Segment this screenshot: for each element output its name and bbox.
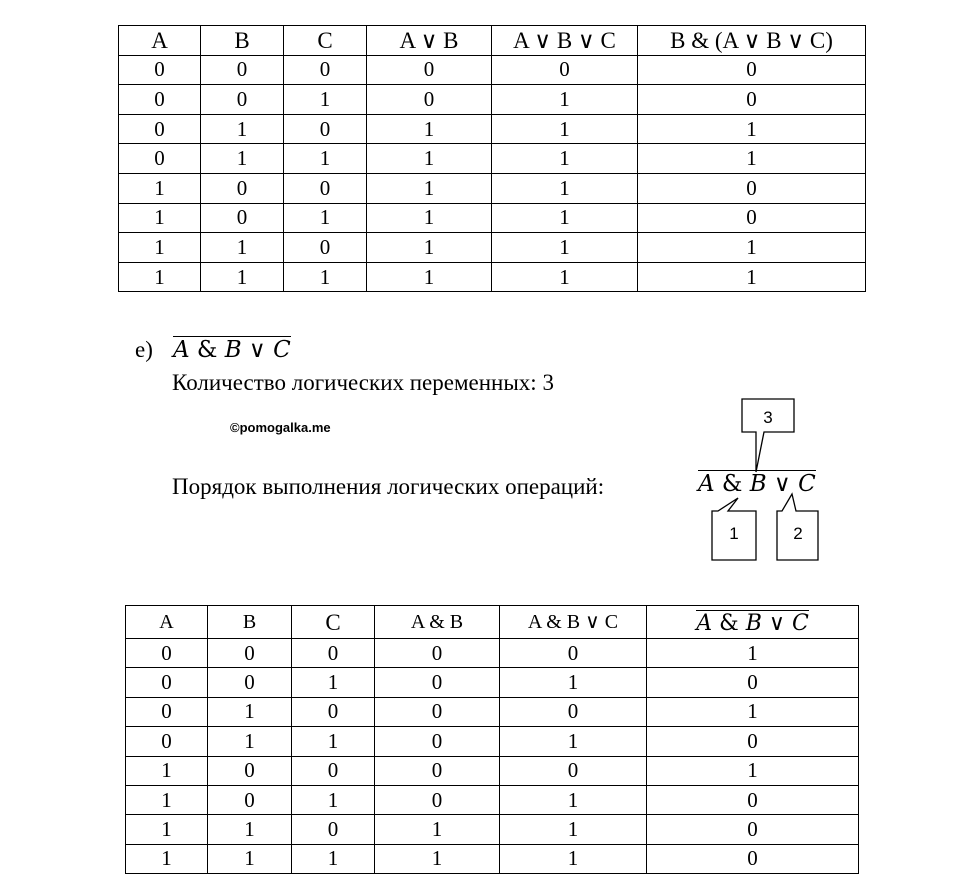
table-cell: 0 — [119, 114, 201, 144]
expression-overlined: A & B ∨ C — [173, 337, 291, 363]
table-header-row — [126, 606, 859, 639]
table-cell: 1 — [638, 144, 866, 174]
table-cell: 1 — [126, 756, 208, 785]
table-cell: 0 — [367, 55, 492, 85]
table-cell: 0 — [201, 173, 284, 203]
table-cell: 0 — [284, 114, 367, 144]
table-cell: 0 — [375, 639, 500, 668]
table-cell: 1 — [492, 85, 638, 115]
table-cell: 1 — [201, 262, 284, 292]
table-cell: 1 — [375, 815, 500, 844]
operation-order-text: Порядок выполнения логических операций: — [172, 474, 605, 499]
table-cell: 0 — [367, 85, 492, 115]
callout-2-label: 2 — [793, 524, 803, 543]
table-cell: 1 — [367, 144, 492, 174]
table-cell: 0 — [208, 668, 292, 697]
table-cell: 1 — [292, 668, 375, 697]
item-letter: е) — [135, 337, 153, 362]
table-cell: 1 — [208, 815, 292, 844]
table-cell: 0 — [284, 233, 367, 263]
header-cell: C — [284, 26, 367, 56]
table-cell: 0 — [500, 639, 647, 668]
table-row — [119, 203, 866, 233]
truth-table-1 — [118, 25, 866, 292]
table-row — [126, 844, 859, 873]
header-cell: A ∨ B ∨ C — [492, 26, 638, 56]
table-cell: 1 — [119, 203, 201, 233]
table-cell: 0 — [638, 85, 866, 115]
table-cell: 0 — [647, 785, 859, 814]
table-header-row — [119, 26, 866, 56]
watermark: ©pomogalka.me — [230, 420, 331, 435]
table-cell: 1 — [367, 262, 492, 292]
table-cell: 0 — [492, 55, 638, 85]
table-cell: 1 — [119, 262, 201, 292]
table-row — [126, 756, 859, 785]
table-cell: 0 — [375, 727, 500, 756]
table-cell: 1 — [492, 144, 638, 174]
table-cell: 1 — [492, 173, 638, 203]
table-cell: 0 — [647, 668, 859, 697]
table-cell: 1 — [292, 844, 375, 873]
table-cell: 1 — [284, 203, 367, 233]
table-cell: 0 — [119, 85, 201, 115]
table-cell: 0 — [119, 55, 201, 85]
table-cell: 0 — [201, 55, 284, 85]
table-cell: 0 — [638, 173, 866, 203]
table-cell: 1 — [284, 85, 367, 115]
table-cell: 1 — [500, 844, 647, 873]
truth-table-2 — [125, 605, 859, 874]
table-cell: 0 — [126, 727, 208, 756]
table-cell: 1 — [126, 815, 208, 844]
callout-3-label: 3 — [763, 408, 773, 427]
header-cell: B — [208, 606, 292, 639]
table-cell: 0 — [500, 756, 647, 785]
operation-order-expression — [698, 470, 816, 497]
table-row — [126, 815, 859, 844]
table-cell: 0 — [638, 203, 866, 233]
table-cell: 1 — [500, 785, 647, 814]
table-cell: 1 — [638, 233, 866, 263]
table-row — [119, 114, 866, 144]
table-cell: 0 — [292, 815, 375, 844]
table-cell: 0 — [208, 639, 292, 668]
table-cell: 1 — [126, 844, 208, 873]
table-cell: 1 — [375, 844, 500, 873]
table-cell: 0 — [292, 639, 375, 668]
table-cell: 1 — [119, 233, 201, 263]
table-cell: 1 — [367, 173, 492, 203]
header-cell: A & B ∨ C — [500, 606, 647, 639]
table-row — [119, 144, 866, 174]
table-row — [119, 173, 866, 203]
table-cell: 1 — [492, 203, 638, 233]
table-row — [126, 785, 859, 814]
header-cell-negation — [647, 606, 859, 639]
table-cell: 1 — [208, 727, 292, 756]
table-cell: 0 — [375, 697, 500, 726]
table-cell: 0 — [638, 55, 866, 85]
table-cell: 0 — [284, 173, 367, 203]
table-cell: 0 — [647, 727, 859, 756]
table-cell: 1 — [208, 844, 292, 873]
table-row — [119, 55, 866, 85]
table-cell: 1 — [492, 233, 638, 263]
table-cell: 1 — [500, 815, 647, 844]
table-cell: 1 — [647, 697, 859, 726]
table-cell: 1 — [284, 144, 367, 174]
expression-overlined: A & B ∨ C — [698, 471, 816, 497]
table-cell: 1 — [367, 114, 492, 144]
header-cell: B & (A ∨ B ∨ C) — [638, 26, 866, 56]
table-cell: 0 — [201, 85, 284, 115]
table-cell: 1 — [638, 114, 866, 144]
table-cell: 0 — [500, 697, 647, 726]
expression-overlined: A & B ∨ C — [696, 610, 809, 636]
table-cell: 0 — [375, 785, 500, 814]
item-e-heading — [135, 336, 291, 363]
table-row — [119, 233, 866, 263]
table-cell: 0 — [284, 55, 367, 85]
header-cell: A — [126, 606, 208, 639]
header-cell: A ∨ B — [367, 26, 492, 56]
table-cell: 1 — [292, 727, 375, 756]
table-row — [119, 262, 866, 292]
variable-count-text: Количество логических переменных: 3 — [172, 370, 554, 395]
table-cell: 1 — [647, 639, 859, 668]
table-cell: 1 — [492, 114, 638, 144]
callout-1-label: 1 — [729, 524, 739, 543]
table-row — [126, 639, 859, 668]
table-cell: 1 — [647, 756, 859, 785]
table-cell: 0 — [126, 668, 208, 697]
table-cell: 1 — [201, 144, 284, 174]
table-row — [119, 85, 866, 115]
table-row — [126, 668, 859, 697]
table-cell: 1 — [367, 233, 492, 263]
table-cell: 0 — [292, 756, 375, 785]
table-cell: 0 — [126, 639, 208, 668]
table-cell: 0 — [375, 668, 500, 697]
table-cell: 1 — [119, 173, 201, 203]
table-cell: 1 — [126, 785, 208, 814]
header-cell: A & B — [375, 606, 500, 639]
table-cell: 0 — [208, 785, 292, 814]
header-cell: A — [119, 26, 201, 56]
table-cell: 1 — [500, 668, 647, 697]
table-cell: 0 — [647, 844, 859, 873]
table-cell: 0 — [292, 697, 375, 726]
table-cell: 0 — [126, 697, 208, 726]
table-cell: 0 — [375, 756, 500, 785]
table-cell: 1 — [284, 262, 367, 292]
table-cell: 1 — [638, 262, 866, 292]
table-cell: 0 — [201, 203, 284, 233]
table-cell: 1 — [500, 727, 647, 756]
table-row — [126, 697, 859, 726]
table-cell: 1 — [201, 233, 284, 263]
header-cell: C — [292, 606, 375, 639]
table-cell: 1 — [367, 203, 492, 233]
table-cell: 1 — [292, 785, 375, 814]
header-cell: B — [201, 26, 284, 56]
table-cell: 0 — [119, 144, 201, 174]
table-cell: 0 — [647, 815, 859, 844]
table-cell: 0 — [208, 756, 292, 785]
table-row — [126, 727, 859, 756]
table-cell: 1 — [492, 262, 638, 292]
table-cell: 1 — [201, 114, 284, 144]
table-cell: 1 — [208, 697, 292, 726]
